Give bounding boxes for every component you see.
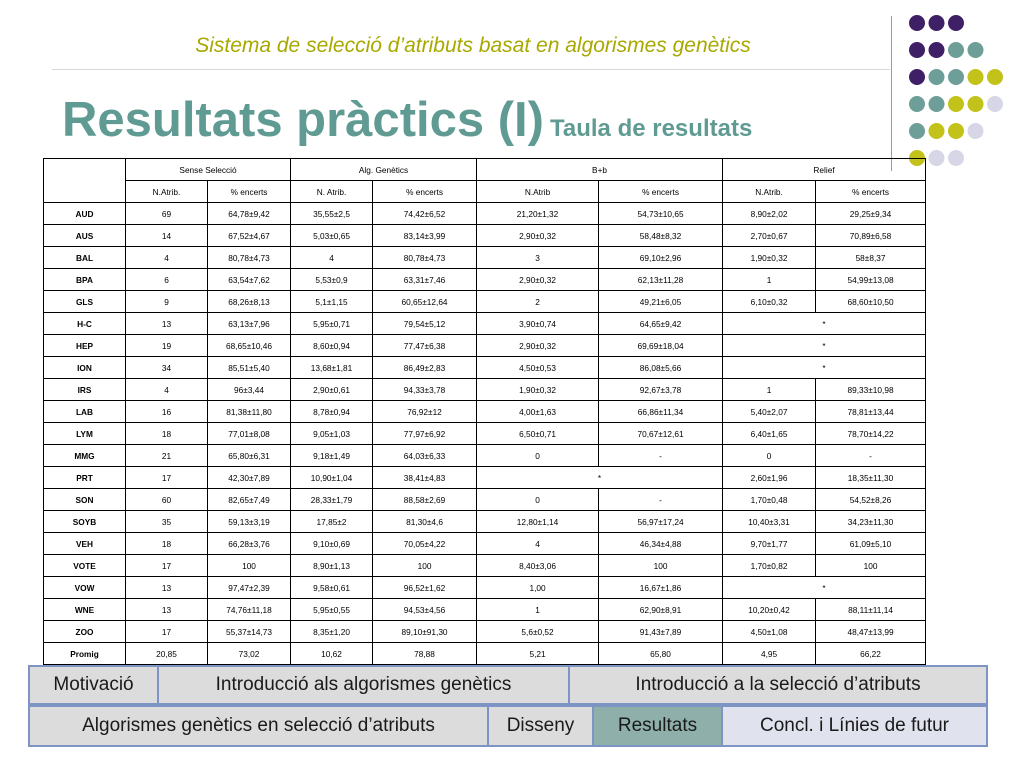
group-header: Relief — [723, 159, 926, 181]
table-cell: 1 — [723, 269, 816, 291]
table-cell: 17 — [126, 555, 208, 577]
row-dataset-name: H-C — [44, 313, 126, 335]
table-cell: 42,30±7,89 — [208, 467, 291, 489]
corner-cell — [44, 159, 126, 203]
table-row — [44, 379, 926, 401]
table-cell: 78,70±14,22 — [816, 423, 926, 445]
merged-cell: * — [723, 357, 926, 379]
row-dataset-name: IRS — [44, 379, 126, 401]
column-header: N.Atrib. — [126, 181, 208, 203]
group-header: Alg. Genètics — [291, 159, 477, 181]
row-dataset-name: LYM — [44, 423, 126, 445]
row-dataset-name: LAB — [44, 401, 126, 423]
table-cell: 100 — [599, 555, 723, 577]
decorative-dot — [929, 123, 945, 139]
table-cell: 88,58±2,69 — [373, 489, 477, 511]
table-cell: - — [816, 445, 926, 467]
table-cell: 67,52±4,67 — [208, 225, 291, 247]
table-cell: 34 — [126, 357, 208, 379]
table-cell: - — [599, 445, 723, 467]
table-cell: 66,22 — [816, 643, 926, 665]
table-row — [44, 247, 926, 269]
nav-intro-seleccio-button[interactable]: Introducció a la selecció d’atributs — [568, 665, 988, 705]
table-cell: 0 — [477, 445, 599, 467]
table-cell: 5,95±0,55 — [291, 599, 373, 621]
table-cell: 54,73±10,65 — [599, 203, 723, 225]
table-cell: 62,13±11,28 — [599, 269, 723, 291]
row-dataset-name: BPA — [44, 269, 126, 291]
table-cell: 12,80±1,14 — [477, 511, 599, 533]
table-row — [44, 225, 926, 247]
slide-title-main: Resultats pràctics (I) — [62, 93, 544, 147]
table-cell: 78,81±13,44 — [816, 401, 926, 423]
table-cell: 20,85 — [126, 643, 208, 665]
table-cell: 97,47±2,39 — [208, 577, 291, 599]
table-cell: 54,99±13,08 — [816, 269, 926, 291]
table-row — [44, 203, 926, 225]
table-cell: 6,50±0,71 — [477, 423, 599, 445]
table-row — [44, 313, 926, 335]
table-cell: 18 — [126, 533, 208, 555]
table-cell: 96±3,44 — [208, 379, 291, 401]
merged-cell: * — [477, 467, 723, 489]
table-cell: 5,95±0,71 — [291, 313, 373, 335]
table-cell: 10,20±0,42 — [723, 599, 816, 621]
table-cell: 76,92±12 — [373, 401, 477, 423]
decorative-dot — [909, 123, 925, 139]
table-cell: 4 — [291, 247, 373, 269]
table-cell: 28,33±1,79 — [291, 489, 373, 511]
table-row — [44, 511, 926, 533]
table-cell: 82,65±7,49 — [208, 489, 291, 511]
table-cell: 10,90±1,04 — [291, 467, 373, 489]
table-cell: 1 — [477, 599, 599, 621]
decorative-dot — [987, 69, 1003, 85]
table-cell: 100 — [816, 555, 926, 577]
table-cell: 2,90±0,32 — [477, 269, 599, 291]
table-cell: 35 — [126, 511, 208, 533]
table-cell: 4,00±1,63 — [477, 401, 599, 423]
table-cell: 91,43±7,89 — [599, 621, 723, 643]
table-cell: 88,11±11,14 — [816, 599, 926, 621]
merged-cell: * — [723, 577, 926, 599]
table-cell: 17 — [126, 621, 208, 643]
table-cell: 4 — [477, 533, 599, 555]
presentation-subtitle: Sistema de selecció d’atributs basat en algorismes genètics — [195, 34, 751, 57]
table-row — [44, 467, 926, 489]
table-cell: 63,13±7,96 — [208, 313, 291, 335]
decorative-dot — [968, 96, 984, 112]
table-cell: 8,35±1,20 — [291, 621, 373, 643]
table-cell: 62,90±8,91 — [599, 599, 723, 621]
decorative-dot — [948, 150, 964, 166]
table-cell: 8,90±2,02 — [723, 203, 816, 225]
table-cell: 9,05±1,03 — [291, 423, 373, 445]
table-cell: 10,62 — [291, 643, 373, 665]
table-cell: 18,35±11,30 — [816, 467, 926, 489]
table-cell: 16 — [126, 401, 208, 423]
table-cell: 4,50±0,53 — [477, 357, 599, 379]
table-cell: 68,60±10,50 — [816, 291, 926, 313]
table-cell: 35,55±2,5 — [291, 203, 373, 225]
table-cell: 92,67±3,78 — [599, 379, 723, 401]
table-cell: 70,67±12,61 — [599, 423, 723, 445]
table-cell: 58,48±8,32 — [599, 225, 723, 247]
table-cell: 6,10±0,32 — [723, 291, 816, 313]
column-header: % encerts — [599, 181, 723, 203]
table-cell: 70,89±6,58 — [816, 225, 926, 247]
decorative-dots — [0, 0, 1024, 180]
table-cell: 63,31±7,46 — [373, 269, 477, 291]
column-header: N.Atrib — [477, 181, 599, 203]
column-header: N. Atrib. — [291, 181, 373, 203]
table-cell: 2,90±0,32 — [477, 225, 599, 247]
table-row — [44, 335, 926, 357]
decorative-dot — [909, 69, 925, 85]
table-cell: 77,01±8,08 — [208, 423, 291, 445]
table-cell: 0 — [477, 489, 599, 511]
table-row — [44, 643, 926, 665]
table-cell: 5,1±1,15 — [291, 291, 373, 313]
table-cell: - — [599, 489, 723, 511]
table-cell: 96,52±1,62 — [373, 577, 477, 599]
table-cell: 46,34±4,88 — [599, 533, 723, 555]
table-cell: 56,97±17,24 — [599, 511, 723, 533]
row-dataset-name: VOW — [44, 577, 126, 599]
navigation-bar — [28, 665, 988, 747]
table-cell: 4,95 — [723, 643, 816, 665]
table-cell: 5,40±2,07 — [723, 401, 816, 423]
row-dataset-name: AUD — [44, 203, 126, 225]
table-cell: 85,51±5,40 — [208, 357, 291, 379]
table-row — [44, 401, 926, 423]
table-cell: 38,41±4,83 — [373, 467, 477, 489]
decorative-dot — [968, 123, 984, 139]
table-cell: 69 — [126, 203, 208, 225]
table-cell: 89,10±91,30 — [373, 621, 477, 643]
table-cell: 1,90±0,32 — [477, 379, 599, 401]
row-dataset-name: SOYB — [44, 511, 126, 533]
decorative-dot — [929, 15, 945, 31]
table-cell: 3,90±0,74 — [477, 313, 599, 335]
row-dataset-name: WNE — [44, 599, 126, 621]
column-header: % encerts — [208, 181, 291, 203]
table-cell: 59,13±3,19 — [208, 511, 291, 533]
table-cell: 54,52±8,26 — [816, 489, 926, 511]
decorative-dot — [948, 15, 964, 31]
merged-cell: * — [723, 313, 926, 335]
table-cell: 83,14±3,99 — [373, 225, 477, 247]
table-cell: 94,33±3,78 — [373, 379, 477, 401]
table-cell: 13 — [126, 599, 208, 621]
table-cell: 80,78±4,73 — [373, 247, 477, 269]
table-row — [44, 445, 926, 467]
table-cell: 10,40±3,31 — [723, 511, 816, 533]
table-cell: 4 — [126, 379, 208, 401]
table-cell: 78,88 — [373, 643, 477, 665]
row-dataset-name: MMG — [44, 445, 126, 467]
table-cell: 66,28±3,76 — [208, 533, 291, 555]
table-cell: 100 — [208, 555, 291, 577]
decorative-dot — [929, 150, 945, 166]
row-dataset-name: GLS — [44, 291, 126, 313]
table-cell: 13,68±1,81 — [291, 357, 373, 379]
table-cell: 29,25±9,34 — [816, 203, 926, 225]
table-cell: 64,65±9,42 — [599, 313, 723, 335]
row-dataset-name: BAL — [44, 247, 126, 269]
table-cell: 68,65±10,46 — [208, 335, 291, 357]
table-cell: 63,54±7,62 — [208, 269, 291, 291]
table-cell: 68,26±8,13 — [208, 291, 291, 313]
merged-cell: * — [723, 335, 926, 357]
table-cell: 86,49±2,83 — [373, 357, 477, 379]
table-cell: 81,30±4,6 — [373, 511, 477, 533]
row-dataset-name: Promig — [44, 643, 126, 665]
table-cell: 79,54±5,12 — [373, 313, 477, 335]
table-row — [44, 489, 926, 511]
table-cell: 4 — [126, 247, 208, 269]
table-cell: 81,38±11,80 — [208, 401, 291, 423]
decorative-dot — [948, 123, 964, 139]
table-cell: 80,78±4,73 — [208, 247, 291, 269]
table-cell: 58±8,37 — [816, 247, 926, 269]
table-cell: 8,90±1,13 — [291, 555, 373, 577]
table-cell: 65,80±6,31 — [208, 445, 291, 467]
nav-conclusions-button[interactable]: Concl. i Línies de futur — [721, 705, 988, 747]
table-cell: 8,40±3,06 — [477, 555, 599, 577]
group-header: B+b — [477, 159, 723, 181]
decorative-dot — [968, 42, 984, 58]
row-dataset-name: VEH — [44, 533, 126, 555]
row-dataset-name: PRT — [44, 467, 126, 489]
table-cell: 8,78±0,94 — [291, 401, 373, 423]
table-cell: 89,33±10,98 — [816, 379, 926, 401]
table-cell: 14 — [126, 225, 208, 247]
table-cell: 5,53±0,9 — [291, 269, 373, 291]
table-cell: 9,18±1,49 — [291, 445, 373, 467]
row-dataset-name: AUS — [44, 225, 126, 247]
row-dataset-name: VOTE — [44, 555, 126, 577]
table-cell: 5,6±0,52 — [477, 621, 599, 643]
table-cell: 77,47±6,38 — [373, 335, 477, 357]
decorative-dot — [948, 42, 964, 58]
table-row — [44, 533, 926, 555]
table-cell: 69,10±2,96 — [599, 247, 723, 269]
table-row — [44, 577, 926, 599]
decorative-dot — [929, 96, 945, 112]
table-cell: 9,10±0,69 — [291, 533, 373, 555]
table-cell: 1 — [723, 379, 816, 401]
row-dataset-name: ZOO — [44, 621, 126, 643]
table-cell: 69,69±18,04 — [599, 335, 723, 357]
table-cell: 64,78±9,42 — [208, 203, 291, 225]
table-row — [44, 357, 926, 379]
table-cell: 21 — [126, 445, 208, 467]
table-cell: 74,42±6,52 — [373, 203, 477, 225]
table-cell: 13 — [126, 577, 208, 599]
decorative-dot — [948, 69, 964, 85]
table-cell: 1,70±0,82 — [723, 555, 816, 577]
table-cell: 73,02 — [208, 643, 291, 665]
nav-disseny-button[interactable]: Disseny — [487, 705, 594, 747]
table-cell: 9,70±1,77 — [723, 533, 816, 555]
table-subheader-row — [44, 181, 926, 203]
table-cell: 74,76±11,18 — [208, 599, 291, 621]
table-cell: 49,21±6,05 — [599, 291, 723, 313]
table-cell: 9,58±0,61 — [291, 577, 373, 599]
table-row — [44, 291, 926, 313]
table-cell: 19 — [126, 335, 208, 357]
nav-algorismes-seleccio-button[interactable]: Algorismes genètics en selecció d’atributs — [28, 705, 489, 747]
table-cell: 8,60±0,94 — [291, 335, 373, 357]
table-cell: 13 — [126, 313, 208, 335]
vertical-divider — [891, 16, 892, 171]
column-header: % encerts — [816, 181, 926, 203]
table-cell: 16,67±1,86 — [599, 577, 723, 599]
table-cell: 0 — [723, 445, 816, 467]
nav-motivacio-button[interactable]: Motivació — [28, 665, 159, 705]
table-cell: 55,37±14,73 — [208, 621, 291, 643]
table-cell: 1,90±0,32 — [723, 247, 816, 269]
decorative-dot — [987, 96, 1003, 112]
table-cell: 1,00 — [477, 577, 599, 599]
table-cell: 5,03±0,65 — [291, 225, 373, 247]
table-cell: 100 — [373, 555, 477, 577]
row-dataset-name: HEP — [44, 335, 126, 357]
table-cell: 66,86±11,34 — [599, 401, 723, 423]
slide-title-sub: Taula de resultats — [550, 115, 753, 142]
decorative-dot — [968, 69, 984, 85]
table-cell: 3 — [477, 247, 599, 269]
table-cell: 6 — [126, 269, 208, 291]
table-cell: 18 — [126, 423, 208, 445]
table-cell: 48,47±13,99 — [816, 621, 926, 643]
decorative-dot — [929, 69, 945, 85]
table-cell: 2,90±0,32 — [477, 335, 599, 357]
table-cell: 4,50±1,08 — [723, 621, 816, 643]
table-row — [44, 621, 926, 643]
table-cell: 2,60±1,96 — [723, 467, 816, 489]
row-dataset-name: ION — [44, 357, 126, 379]
nav-intro-algorismes-button[interactable]: Introducció als algorismes genètics — [157, 665, 570, 705]
table-cell: 9 — [126, 291, 208, 313]
table-cell: 5,21 — [477, 643, 599, 665]
table-cell: 17,85±2 — [291, 511, 373, 533]
group-header: Sense Selecció — [126, 159, 291, 181]
table-cell: 60 — [126, 489, 208, 511]
decorative-dot — [909, 15, 925, 31]
column-header: N.Atrib. — [723, 181, 816, 203]
table-row — [44, 423, 926, 445]
header-divider — [52, 69, 890, 70]
table-cell: 65,80 — [599, 643, 723, 665]
row-dataset-name: SON — [44, 489, 126, 511]
decorative-dot — [948, 96, 964, 112]
table-cell: 94,53±4,56 — [373, 599, 477, 621]
table-cell: 70,05±4,22 — [373, 533, 477, 555]
table-cell: 77,97±6,92 — [373, 423, 477, 445]
column-header: % encerts — [373, 181, 477, 203]
table-cell: 61,09±5,10 — [816, 533, 926, 555]
table-header-row — [44, 159, 926, 181]
table-cell: 64,03±6,33 — [373, 445, 477, 467]
table-cell: 2,70±0,67 — [723, 225, 816, 247]
nav-resultats-button[interactable]: Resultats — [592, 705, 723, 747]
table-cell: 86,08±5,66 — [599, 357, 723, 379]
table-row — [44, 269, 926, 291]
table-cell: 17 — [126, 467, 208, 489]
table-cell: 1,70±0,48 — [723, 489, 816, 511]
table-row — [44, 599, 926, 621]
table-row — [44, 555, 926, 577]
decorative-dot — [909, 96, 925, 112]
table-cell: 60,65±12,64 — [373, 291, 477, 313]
table-cell: 2,90±0,61 — [291, 379, 373, 401]
slide-title — [62, 92, 752, 148]
results-table — [43, 158, 926, 665]
table-cell: 6,40±1,65 — [723, 423, 816, 445]
table-cell: 34,23±11,30 — [816, 511, 926, 533]
table-cell: 21,20±1,32 — [477, 203, 599, 225]
table-cell: 2 — [477, 291, 599, 313]
